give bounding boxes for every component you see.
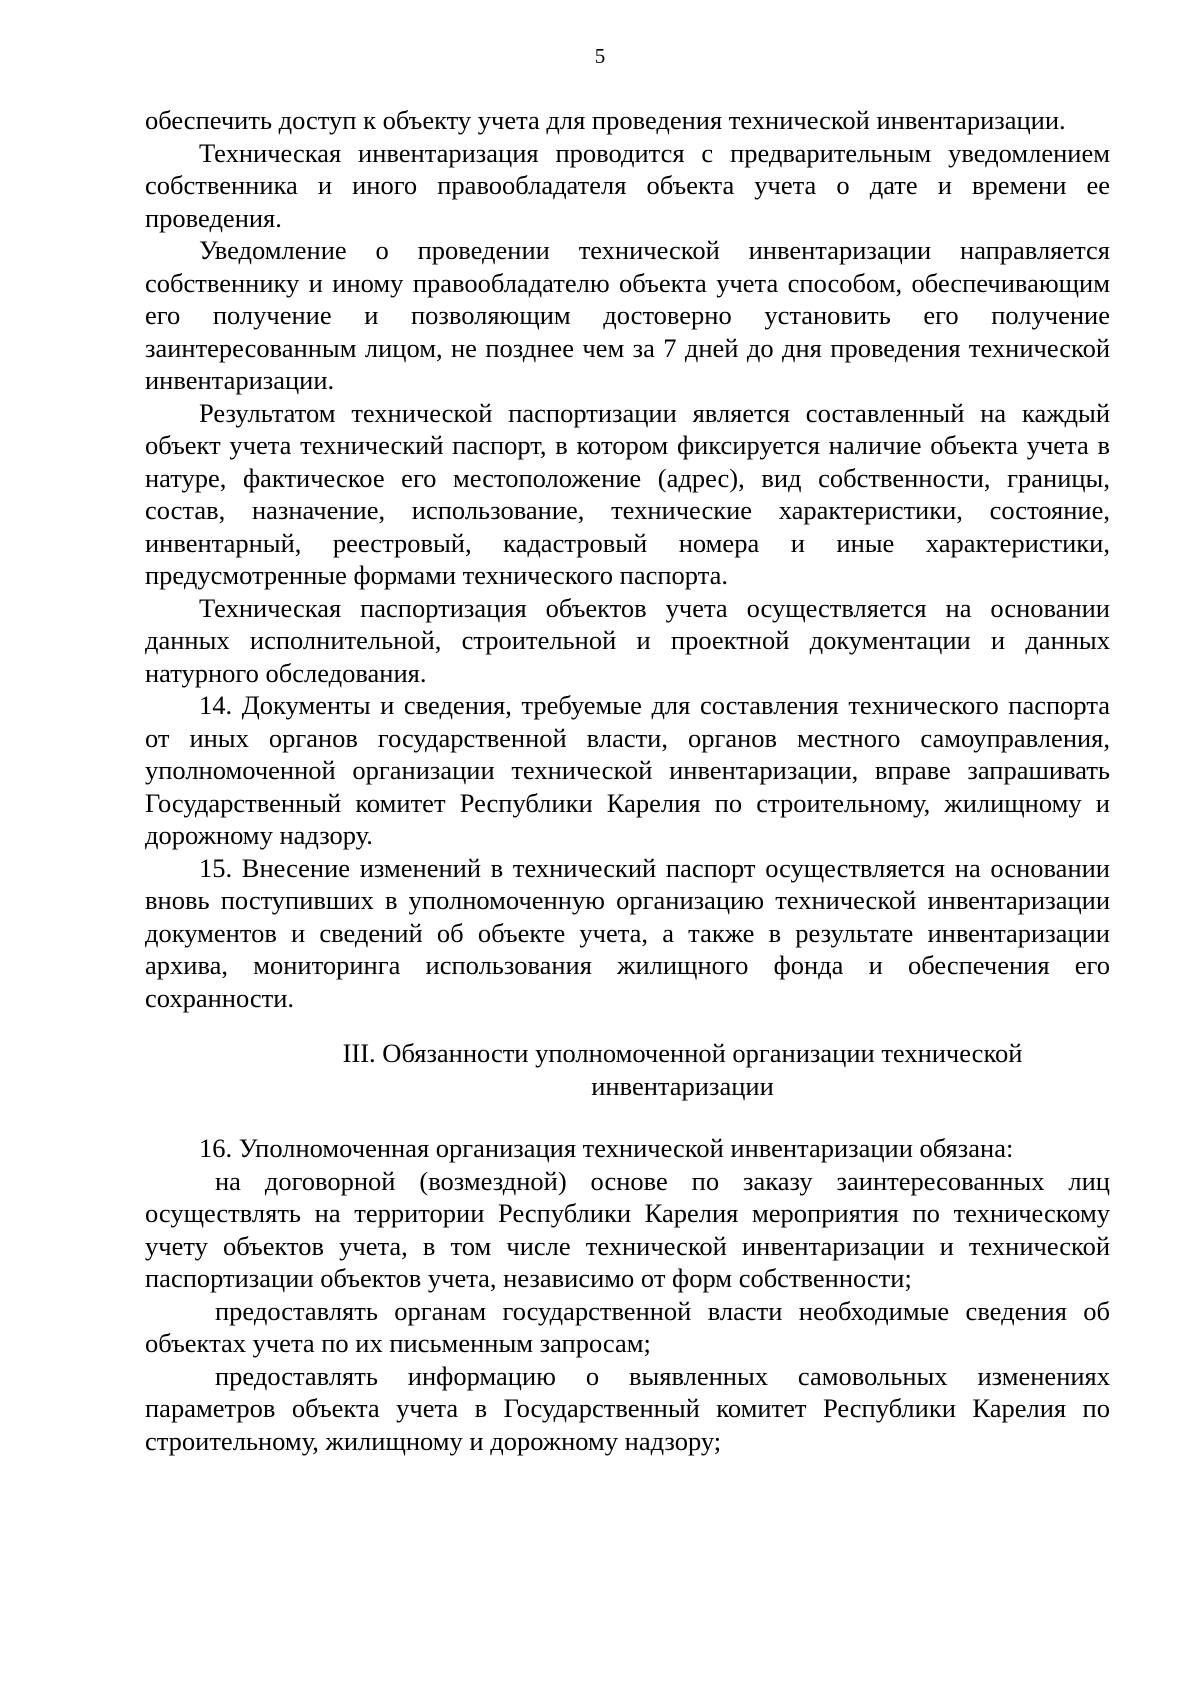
paragraph-item-15: 15. Внесение изменений в технический паспорт осуществляется на основании вновь поступивших в уполномоченную организацию технической инвентаризации документов и сведений об объекте учета, а также в результате инвентаризации архива, мониторинга использования жилищного фонда и обеспечения его сохранности.	[145, 852, 1110, 1013]
section-heading-line-1: III. Обязанности уполномоченной организации технической	[342, 1038, 1023, 1068]
paragraph-inventory-notice: Техническая инвентаризация проводится с предварительным уведомлением собственника и иного правообладателя объекта учета о дате и времени ее проведения.	[145, 137, 1110, 233]
paragraph-duty-report-changes: предоставлять информацию о выявленных самовольных изменениях параметров объекта учета в Государственный комитет Республики Карелия по строительному, жилищному и дорожному надзору;	[145, 1360, 1110, 1456]
page-number: 5	[594, 44, 606, 68]
section-heading-line-2: инвентаризации	[591, 1070, 774, 1101]
paragraph-duty-provide-info: предоставлять органам государственной власти необходимые сведения об объектах учета по их письменным запросам;	[145, 1295, 1110, 1358]
paragraph-item-16: 16. Уполномоченная организация технической инвентаризации обязана:	[199, 1133, 1014, 1163]
paragraph-continuation: обеспечить доступ к объекту учета для проведения технической инвентаризации.	[145, 105, 1066, 135]
document-body	[145, 104, 1110, 1457]
paragraph-item-14: 14. Документы и сведения, требуемые для составления технического паспорта от иных органов государственной власти, органов местного самоуправления, уполномоченной организации технической инвентаризации, вправе запрашивать Государственный комитет Республики Карелия по строительному, жилищному и дорожному надзору.	[145, 690, 1110, 850]
paragraph-duty-technical-accounting: на договорной (возмездной) основе по заказу заинтересованных лиц осуществлять на территории Республики Карелия мероприятия по техническому учету объектов учета, в том числе технической инвентаризации и технической паспортизации объектов учета, независимо от форм собственности;	[145, 1165, 1110, 1293]
paragraph-passport-result: Результатом технической паспортизации является составленный на каждый объект учета технический паспорт, в котором фиксируется наличие объекта учета в натуре, фактическое его местоположение (адрес), вид собственности, границы, состав, назначение, использование, технические характеристики, состояние, инвентарный, реестровый, кадастровый номера и иные характеристики, предусмотренные формами технического паспорта.	[145, 397, 1110, 590]
paragraph-notification: Уведомление о проведении технической инвентаризации направляется собственнику и иному правообладателю объекта учета способом, обеспечивающим его получение и позволяющим достоверно установить его получение заинтересованным лицом, не позднее чем за 7 дней до дня проведения технической инвентаризации.	[145, 235, 1110, 395]
paragraph-passport-basis: Техническая паспортизация объектов учета осуществляется на основании данных исполнительной, строительной и проектной документации и данных натурного обследования.	[145, 592, 1110, 688]
section-heading	[145, 1037, 1110, 1102]
